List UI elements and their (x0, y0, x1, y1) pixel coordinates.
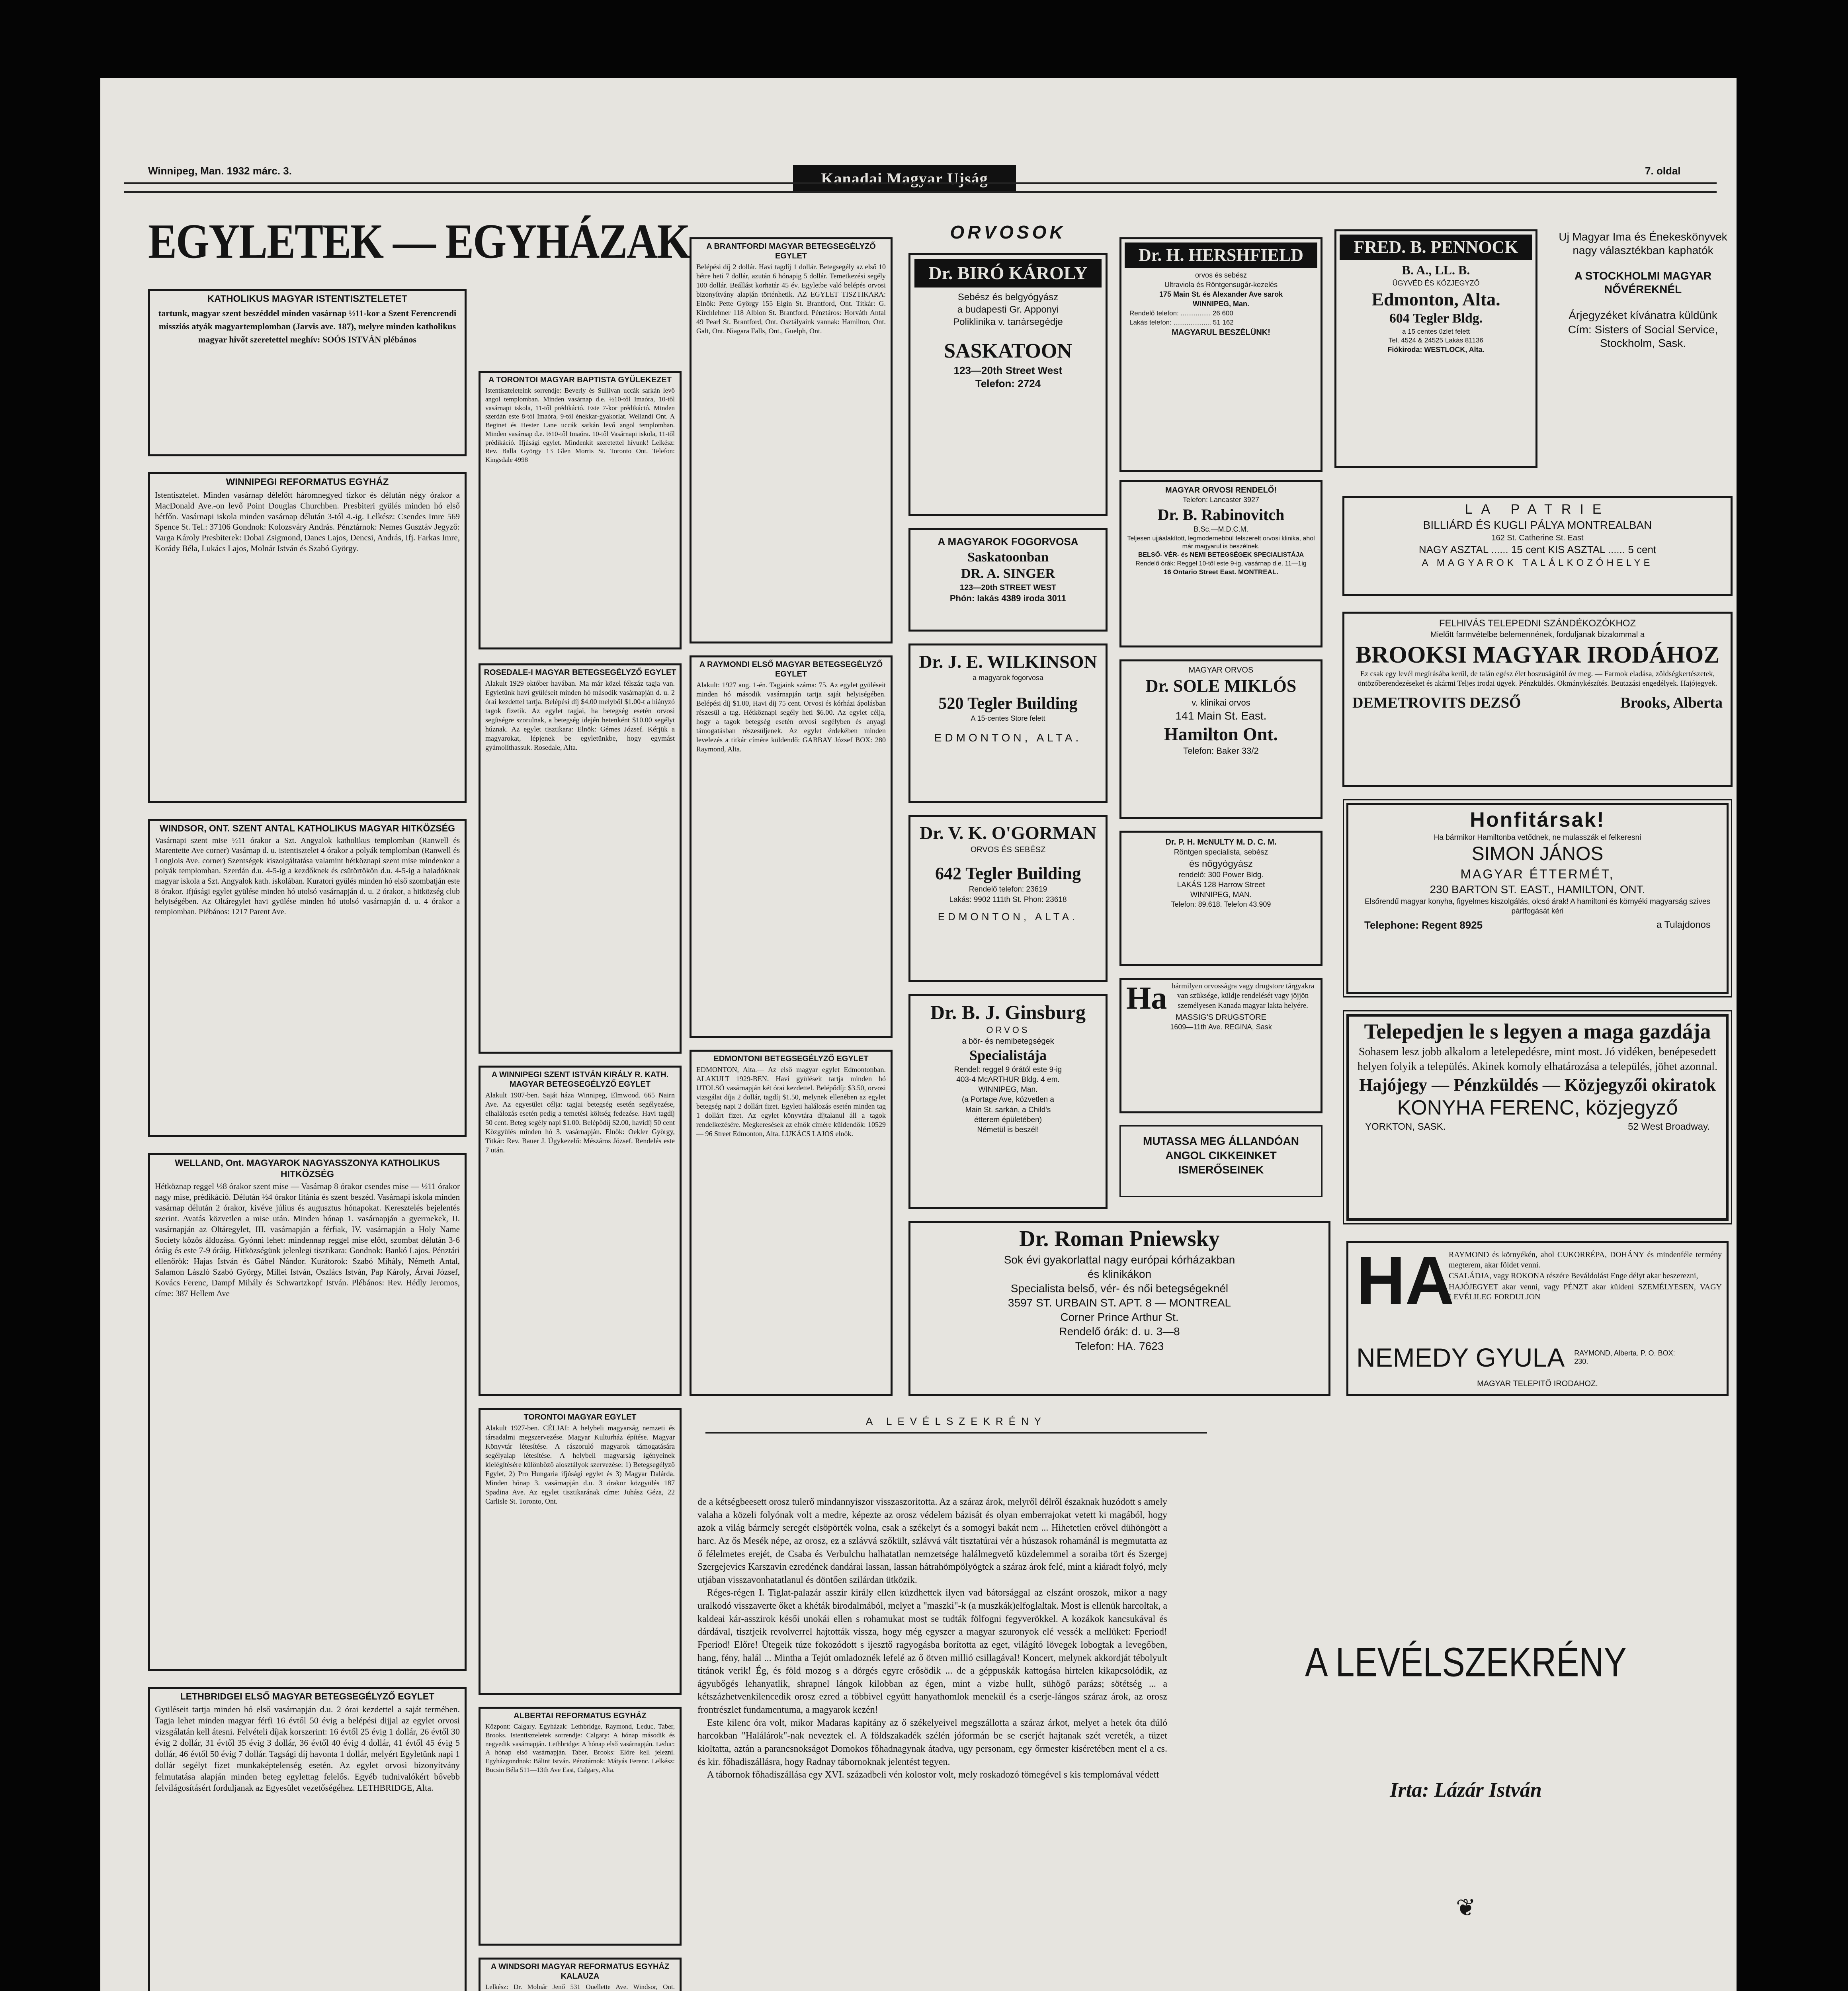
ad-phone: Rendelő telefon: ................ 26 600 (1129, 309, 1233, 317)
ad-simon (1346, 803, 1729, 994)
notice-box-11 (479, 1958, 682, 1991)
ad-line: A MAGYAROK TALÁLKOZÓHELYE (1422, 557, 1653, 568)
notice-box-6 (479, 371, 682, 649)
notice-box-13 (690, 655, 893, 1038)
ad-pennock (1334, 229, 1537, 468)
notice-title: WINDSOR, ONT. SZENT ANTAL KATHOLIKUS MAGYAR HITKÖZSÉG (160, 823, 455, 833)
ad-title: BROOKSI MAGYAR IRODÁHOZ (1355, 641, 1720, 668)
notice-box-10 (479, 1707, 682, 1946)
ad-dropcap: Ha (1126, 981, 1167, 1016)
ad-name: Dr. V. K. O'GORMAN (920, 823, 1096, 843)
ad-line: A STOCKHOLMI MAGYAR NŐVÉREKNÉL (1574, 270, 1712, 296)
ad-line: 3597 ST. URBAIN ST. APT. 8 — MONTREAL (1008, 1297, 1231, 1309)
ad-line: Specialista belső, vér- és női betegségeknél (1010, 1282, 1229, 1295)
ad-line: 403-4 McARTHUR Bldg. 4 em. (956, 1075, 1060, 1084)
ad-city: Brooks, Alberta (1620, 694, 1723, 712)
notice-body: Istentisztelet. Minden vasárnap délelőtt háromnegyed tizkor és délután négy órakor a MacDonald Ave.-on levő Point Douglas Churchben. Presbiteri gyülés minden hó első hétfőn. Vasárnapi iskola minden vasárnap délután 3-tól 4.-ig. Lelkész: Csendes Imre 569 Spence St. Tel.: 37106 Gondnok: Kolozsváry András. Pénztárnok: Nemes Gusztáv Jegyző: Varga Károly Presbiterek: Dobai Zsigmond, Dancs Lajos, Dencsi, András, Ifj. Farkas Imre, Korády Béla, Lukács Lajos, Molnár István és Szabó György. (155, 490, 460, 553)
ad-sub: B.Sc.—M.D.C.M. (1194, 525, 1248, 534)
notice-body: Alakult 1929 október havában. Ma már közel félszáz tagja van. Egyletünk havi gyüléseit minden hó második vasárnapján d. u. 2 órai kezdettel tartja. Belépési díj $4.00 melyből $1.00-t a hiányzó tagok fizetik. Az egylet tagjai, ha betegség esetén orvosi segítségre szorulnak, a betegség idején hetenként $10.00 segélyt húznak. Az egylet tisztikara: Elnök: Gémes József. Kérjük a magyarokat, lépjenek be egyletünkbe, hogy egymást gyámolíthassuk. Rosedale, Alta. (485, 679, 675, 752)
ad-title: Telepedjen le s legyen a maga gazdája (1364, 1019, 1711, 1043)
notice-body: Lelkész: Dr. Molnár Jenő 531 Ouellette Ave. Windsor, Ont. (485, 1983, 675, 1991)
ad-name: Dr. SOLE MIKLÓS (1145, 676, 1297, 696)
notice-title: WELLAND, Ont. MAGYAROK NAGYASSZONYA KATHOLIKUS HITKÖZSÉG (175, 1158, 440, 1179)
notice-body: EDMONTON, Alta.— Az első magyar egylet Edmontonban. ALAKULT 1929-BEN. Havi gyüléseit tartja minden hó UTOLSÓ vasárnapján két órai kezdettel. Belépődíj: $3.50, orvosi vizsgálat díja 2 dollár, tagdíj $1.50, melynek ellenében az egylet betegség napi 2 dollárt fizet. Egyleti halálozás esetén minden tag 1 dollárt fizet. Az egylet könyvtára díjtalanul áll a tagok rendelkezésére. Megkeresések az elnök címére küldendők: 10529 — 96 Street Edmonton, Alta. LUKÁCS LAJOS elnök. (696, 1066, 886, 1138)
ad-big: HA (1356, 1243, 1454, 1318)
ad-city: EDMONTON, ALTA. (934, 731, 1082, 744)
ad-sub: a magyarok fogorvosa (972, 673, 1044, 682)
ad-mcnulty (1119, 831, 1323, 966)
ad-sole (1119, 659, 1323, 819)
notice-body: Belépési díj 2 dollár. Havi tagdíj 1 dollár. Betegsegély az első 10 hétre heti 7 dollár, azután 6 hónapig 5 dollár. Temetkezési segély 100 dollár. Beállást korhatár 45 év. Egyletbe való belépés orvosi bizonyítvány alapján történhetik. AZ EGYLET TISZTIKARA: Elnök: Pette György 155 Elgin St. Brantford, Ont. Titkár: G. Kirchlehner 118 Albion St. Brantford. Pénztáros: Horváth Antal 49 Pearl St. Brantford, Ont. Osztályaink vannak: Hamilton, Ont. Galt, Ont. Niagara Falls, Ont., Guelph, Ont. (696, 263, 886, 335)
notice-body: Alakult: 1927 aug. 1-én. Tagjaink száma: 75. Az egylet gyüléseit minden hó második vasárnapján tartja saját helyiségében. Belépési díj $1.00, Havi díj 75 cent. Orvosi és kórházi ápolásban részesül a tag. Hétköznapi segély heti $6.00. Az egylet célja, hogy a tagok betegség esetén orvosi segélyben és anyagi támogatásban részesüljenek. Az egylet érdekében minden levelezés a titkár címére küldendő: GABBAY József BOX: 280 Raymond, Alta. (696, 681, 886, 753)
ad-line: BILLIÁRD ÉS KUGLI PÁLYA MONTREALBAN (1423, 519, 1652, 532)
ad-address: 123—20th Street West (953, 364, 1063, 376)
ad-line: orvos és sebész (1195, 271, 1247, 280)
ad-line: Teljesen ujjáalakított, legmodernebbül felszerelt orvosi klinika, ahol már magyarul is beszélnek. (1127, 535, 1315, 550)
ad-line: Sebész és belgyógyász (957, 291, 1059, 303)
notice-box-8 (479, 1066, 682, 1396)
ad-bldg: 604 Tegler Bldg. (1389, 311, 1483, 326)
article-paragraph: A tábornok főhadiszállása egy XVI. századbeli vén kolostor volt, mely roskadozó tömegével s kis templomával védett (707, 1770, 1159, 1780)
ad-pniewsky (908, 1221, 1330, 1396)
notice-title: A WINNIPEGI SZENT ISTVÁN KIRÁLY R. KATH. MAGYAR BETEGSEGÉLYZŐ EGYLET (491, 1070, 669, 1089)
ad-name: Dr. B. J. Ginsburg (930, 1001, 1086, 1023)
ad-line: Rendel: reggel 9 órától este 9-ig (954, 1065, 1062, 1074)
ad-line: RAYMOND és környékén, ahol CUKORRÉPA, DOHÁNY és mindenféle termény megterem, akar földet venni. (1449, 1250, 1722, 1269)
ad-konyha (1346, 1014, 1729, 1221)
ad-address: 230 BARTON ST. EAST., HAMILTON, ONT. (1430, 883, 1645, 896)
ad-line: ANGOL CIKKEINKET (1165, 1149, 1277, 1162)
notice-title: WINNIPEGI REFORMATUS EGYHÁZ (226, 477, 389, 487)
ad-line: Telefon: HA. 7623 (1075, 1340, 1164, 1352)
ad-line: Uj Magyar Ima és Énekeskönyvek nagy választékban kaphatók (1559, 231, 1727, 257)
ad-title: LA PATRIE (1465, 502, 1610, 517)
ad-sub: v. klinikai orvos (1192, 697, 1250, 708)
ad-name: FRED. B. PENNOCK (1340, 235, 1532, 260)
notice-box-4 (148, 1153, 467, 1671)
ad-building: 520 Tegler Building (938, 694, 1078, 713)
ad-line: NAGY ASZTAL ...... 15 cent KIS ASZTAL ...... 5 cent (1418, 544, 1657, 556)
ad-name: Dr. J. E. WILKINSON (919, 651, 1097, 672)
ad-top: MAGYAR ORVOSI RENDELŐ! (1165, 486, 1277, 495)
ad-foot: MAGYAR TELEPITŐ IRODAHOZ. (1477, 1379, 1598, 1388)
dateline: Winnipeg, Man. 1932 márc. 3. (148, 165, 292, 177)
ad-patrie (1342, 496, 1733, 596)
notice-title: LETHBRIDGEI ELSŐ MAGYAR BETEGSEGÉLYZŐ EGYLET (180, 1691, 435, 1702)
ad-sub: B. A., LL. B. (1402, 263, 1470, 278)
ad-line: HAJÓJEGYET akar venni, vagy PÉNZT akar küldeni SZEMÉLYESEN, VAGY LEVÉLILEG FORDULJON (1449, 1282, 1722, 1302)
ad-mutassa (1119, 1125, 1323, 1197)
ad-line: és klinikákon (1087, 1267, 1152, 1280)
notice-box-1 (148, 289, 467, 456)
notice-box-3 (148, 819, 467, 1137)
ad-nemedy (1346, 1241, 1729, 1396)
section-title: EGYLETEK — EGYHÁZAK (148, 214, 690, 269)
article-paragraph: de a kétségbeesett orosz tulerő mindannyiszor visszaszoritotta. Az a száraz árok, melyről délről északnak huzódott s amely valaha a közeli folyónak volt a medre, képezte az orosz védelem bázisát és olyan emberrajokat vetett ki magából, hogy azok a világ bármely seregét elsöpörték volna, csak a székelyt és a somogyi bakát nem ... Hihetetlen erővel dühöngött a harc. Az ős Mesék népe, az orosz, ez a szlávvá szőkült, szlávvá vált tisztatúrai vér a húszasok rohamánál is megmutatta az ő félelmetes erejét, de Csaba és Verbulchu halhatatlan nemzetsége halálmegvető küzdelemmel a soraiba tört és Szergej Szergejevics Karszavin ezredének dandárai lassan, lassan hátrahömpölyögtek a száraz árok felé, mint a kiáradt folyó, mely utjában visszavonhatatlanul és döntően szilárdan ütközik. (697, 1497, 1167, 1585)
ad-massig (1119, 978, 1323, 1113)
article-paragraph: Este kilenc óra volt, mikor Madaras kapitány az ő székelyeivel megszállotta a száraz árkot, melyet a hetek óta dúló harcokban "Halálárok"-nak neveztek el. A földszakadék szélén jóformán be se cserjét hajtanak szét vereték, a tüzet kioltatta, aztán a parancsnokságot Domokos főhadnagynak átadva, ugy personam, egy őrmester kiséretében ment el a cs. és kir. főhadiszállásra, hogy Radnay tábornoknak jelentést tegyen. (697, 1717, 1167, 1767)
ad-hershfield (1119, 237, 1323, 472)
ad-name: Dr. B. Rabinovitch (1157, 506, 1285, 524)
notice-title: EDMONTONI BETEGSEGÉLYZŐ EGYLET (713, 1054, 869, 1063)
notice-title: A TORONTOI MAGYAR BAPTISTA GYÜLEKEZET (488, 376, 672, 384)
ad-city: Hamilton Ont. (1164, 724, 1278, 744)
notice-box-14 (690, 1050, 893, 1396)
ad-line: étterem épületében) (974, 1115, 1042, 1124)
ad-line: Ultraviola és Röntgensugár-kezelés (1164, 281, 1278, 289)
ad-title: Honfitársak! (1470, 808, 1605, 831)
ad-line: WINNIPEG, MAN. (1190, 891, 1252, 900)
ad-name: Dr. P. H. McNULTY M. D. C. M. (1165, 838, 1277, 847)
ad-line: FELHIVÁS TELEPEDNI SZÁNDÉKOZÓKHOZ (1439, 618, 1636, 629)
ad-sub: ORVOS (986, 1025, 1030, 1035)
ad-name: KONYHA FERENC, közjegyző (1397, 1096, 1678, 1119)
notice-title: A BRANTFORDI MAGYAR BETEGSEGÉLYZŐ EGYLET (706, 242, 876, 260)
ad-line: ISMERŐSEINEK (1178, 1164, 1264, 1176)
masthead: Kanadai Magyar Ujság (793, 165, 1016, 193)
ad-line: MUTASSA MEG ÁLLANDÓAN (1143, 1135, 1299, 1147)
ad-nover (1549, 229, 1737, 468)
ad-name: NEMEDY GYULA (1356, 1343, 1565, 1372)
ad-phone: Lakás telefon: .................... 51 162 (1129, 318, 1234, 326)
notice-body: Alakult 1927-ben. CÉLJAI: A helybeli magyarság nemzeti és társadalmi megszervezése. Magyar Kulturház építése. Magyar Könyvtár létesítése. A rászoruló magyarok támogatására segélyalap létesítése. A helybeli magyarság igényeinek kielégítésére különböző alosztályok szervezése: 1) Betegsegélyző Egylet, 2) Pro Hungaria ifjúsági egylet és 3) Magyar Dalárda. Minden hónap 3. vasárnapján d.u. 3 órakor közgyülés 187 Spadina Ave. Az egylet tisztikarának címe: Juhász Géza, 22 Carlisle St. Toronto, Ont. (485, 1424, 675, 1506)
notice-body: Istentiszteleteink sorrendje: Beverly és Sullivan uccák sarkán levő angol templomban. Minden vasárnap d.e. ½10-től Imaóra, 10-től vasárnapi iskola, 11-től prédikáció. Este 7-kor prédikáció. Minden szerdán este 8-tól Imaóra, 9-től énekkar-gyakorlat. Wellandi Ont. A Beginet és Hester Lane uccák sarkán levő angol templomban. Minden vasárnap d.e. ½10-től Imaóra. 10-től Vasárnapi iskola, 11-től prédikáció. Ifjúsági egylet. Mindenkit szeretettel hívunk! Lelkész: Rev. Balla György 13 Glen Morris St. Toronto Ont. Telefon: Kingsdale 4998 (485, 387, 675, 464)
notice-body: Alakult 1907-ben. Saját háza Winnipeg, Elmwood. 665 Nairn Ave. Az egyesület célja: tagjai betegség esetén segélyezése, elhalálozás esetén pedig a temetési költség fedezése. Havi tagdíj 50 cent. Beteg segély napi $1.00. Belépődíj $2.00, havidíj 50 cent Közgyülés minden hó 3. vasárnapján. Elnök: Oekler György, Titkár: Rev. Bauer J. Ügykezelő: Mészáros József. Rendelés este 7 után. (485, 1091, 675, 1154)
ornament-icon: ❦ (1455, 1895, 1476, 1921)
ad-body: Elsőrendű magyar konyha, figyelmes kiszolgálás, olcsó árak! A hamiltoni és környéki magyarság szives pártfogását kéri (1364, 898, 1711, 915)
ad-line: a budapesti Gr. Apponyi (957, 304, 1059, 315)
ad-line: (a Portage Ave, közvetlen a (961, 1095, 1055, 1104)
notice-title: ROSEDALE-I MAGYAR BETEGSEGÉLYZŐ EGYLET (484, 668, 676, 677)
ad-line: WINNIPEG, Man. (1192, 300, 1249, 308)
ad-brooks (1342, 612, 1733, 787)
notice-box-9 (479, 1408, 682, 1695)
ad-phone: Telefon: 89.618. Telefon 43.909 (1171, 900, 1271, 909)
notice-title: A RAYMONDI ELSŐ MAGYAR BETEGSEGÉLYZŐ EGYLET (699, 660, 883, 679)
ad-top: MAGYAR ORVOS (1188, 666, 1254, 675)
orvosok-heading: ORVOSOK (950, 222, 1066, 243)
notice-box-12 (690, 237, 893, 643)
notice-title: TORONTOI MAGYAR EGYLET (524, 1413, 637, 1422)
ad-biro (908, 253, 1108, 516)
notice-title: A WINDSORI MAGYAR REFORMATUS EGYHÁZ KALAUZA (490, 1962, 670, 1981)
notice-title: KATHOLIKUS MAGYAR ISTENTISZTELETET (207, 293, 408, 304)
ad-sub: ORVOS ÉS SEBÉSZ (970, 845, 1046, 854)
ad-note: a 15 centes üzlet felett (1402, 327, 1470, 335)
notice-body: Központ: Calgary. Egyházak: Lethbridge, Raymond, Leduc, Taber, Brooks. Istentiszteletek sorrendje: Calgary: A hónap második és negyedik vasárnapján. Lethbridge: A hónap első vasárnapján. Leduc: A hónap első vasárnapján. Taber, Brooks: Előre kell jelezni. Egyházgondnok: Bálint István. Pénztárnok: Mátyás Ferenc. Lelkész: Bucsin Béla 511—13th Ave East, Calgary, Alta. (485, 1723, 675, 1774)
ad-line: Sok évi gyakorlattal nagy európai kórházakban (1004, 1253, 1235, 1266)
ad-name: Dr. Roman Pniewsky (1019, 1226, 1220, 1251)
ad-phone: Telefon: 2724 (975, 377, 1041, 390)
ad-line: Németül is beszél! (977, 1125, 1039, 1134)
ad-phone: Telefon: Baker 33/2 (1183, 746, 1259, 756)
ad-ogorman (908, 815, 1108, 982)
ad-hours: Rendelő telefon: 23619 (969, 885, 1047, 894)
ad-city: Saskatoonban (967, 550, 1049, 565)
ad-line: CSALÁDJA, vagy ROKONA részére Beváldolást Enge délyt akar beszerezni, (1449, 1271, 1698, 1281)
ad-owner: a Tulajdonos (1656, 919, 1711, 930)
ad-line: Cím: Sisters of Social Service, Stockholm, Sask. (1568, 323, 1718, 349)
ad-line: LAKÁS 128 Harrow Street (1177, 881, 1265, 889)
article-paragraph: Réges-régen I. Tiglat-palazár asszir király ellen küzdhettek ilyen vad bátorsággal az elszánt oroszok, mikor a nagy uralkodó visszaverte őket a khéták birodalmából, melyet a "maszki"-k (a muszkák)elfoglaltak. Most is ellenük harcoltak, a kaldeai kár-asszirok késői unokái ellen s rohamukat most se tudták fölfogni fegyverökkel. A kozákok kancsukával és dárdával, tisztjeik revolverrel hajtották vissza, hogy még egyszer a magyar szuronyok elé vessék a mellüket: Fperiod! Fperiod! Előre! Ütegeik túze fokozódott s ijesztő ragyogásba borította az eget, világító lövegek lobogtak a levegőben, hang, fény, halál ... Mintha a Tejút omladoznék lefelé az ő ötven millió csillagával! Koncert, melynek akkordját tébolyult titánok verik! Ég, és föld mozog s a dörgés egyre erősödik ... de a géppuskák kattogása hirtelen kikapcsolódik, az ágyubőgés lehanyatlik, shrapnel lángok kilobban az égen, mint a vizbe hullt, sühögő parázs; sötétség ... a kétszázhetvenkilencedik orosz ezred a többivel együtt hanyathomlok menekül és a cserje-lángos száraz árok, az orosz frontrészlet fundamentuma, a magyarok kezén! (697, 1588, 1167, 1715)
ad-title: A MAGYAROK FOGORVOSA (938, 536, 1078, 548)
ad-line: Poliklinika v. tanársegédje (953, 317, 1063, 328)
ad-singer (908, 528, 1108, 632)
ad-line: Hajójegy — Pénzküldés — Közjegyzői okiratok (1359, 1075, 1716, 1095)
ad-home: Lakás: 9902 111th St. Phon: 23618 (949, 895, 1067, 904)
ad-address: 123—20th STREET WEST (959, 583, 1057, 592)
ad-city: YORKTON, SASK. (1365, 1121, 1446, 1132)
ad-name: Dr. H. HERSHFIELD (1125, 243, 1317, 268)
ad-line: Rendelő órák: Reggel 10-től este 9-ig, vasárnap d.e. 11—1ig (1135, 560, 1307, 567)
cover-title: A LEVÉLSZEKRÉNY (1305, 1639, 1627, 1686)
ad-line: Árjegyzéket kívánatra küldünk (1569, 309, 1717, 321)
notice-body: Vasárnapi szent mise ½11 órakor a Szt. Angyalok katholikus templomban (Ranwell és Marentette Ave corner) Vasárnap d. u. istentisztelet 4 órakor a polyák templomban (Ranwell és Longlois Ave. corner) Szentségek kiszolgáltatása valamint hétköznapi szent mise mindenkor a polyák templomban. Szerdán d.u. 4-5-ig a kezdőknek és csütörtökön d.u. 4-5-ig a haladóknak magyar iskola a Szt. Angyalok kath. iskolában. Kuratori gyülés minden hó első szombatján este 8 órakor. Ifjúsági egylet gyülése minden hó utolsó vasárnapján d. u. 2 órakor, a hitközség club helyiségében. Az Oltáregylet havi gyülése minden hó utolsó vasárnapján d. u. 4 órakor a templomban. Plébános: 1217 Parent Ave. (155, 836, 460, 916)
article-rule (705, 1432, 1207, 1434)
ad-wilkinson (908, 643, 1108, 803)
ad-line: BELSŐ- VÉR- és NEMI BETEGSÉGEK SPECIALISTÁJA (1138, 552, 1304, 559)
ad-name: DEMETROVITS DEZSŐ (1352, 694, 1521, 712)
ad-ginsburg (908, 994, 1108, 1209)
notice-box-7 (479, 663, 682, 1054)
ad-addr: RAYMOND, Alberta. P. O. BOX: 230. (1574, 1349, 1675, 1365)
ad-city: Edmonton, Alta. (1371, 289, 1500, 309)
ad-line: Ha bármikor Hamiltonba vetődnek, ne mulasszák el felkeresni (1434, 833, 1641, 842)
ad-name: Dr. BIRÓ KÁROLY (914, 259, 1102, 288)
ad-line: Rendelő órák: d. u. 3—8 (1059, 1325, 1180, 1338)
ad-line: 1609—11th Ave. REGINA, Sask (1170, 1023, 1272, 1031)
ad-line: rendelő: 300 Power Bldg. (1178, 870, 1264, 879)
ad-line: Mielőtt farmvételbe belemennének, forduljanak bizalommal a (1430, 630, 1645, 640)
header-rule (124, 182, 1717, 193)
ad-phone: Telephone: Regent 8925 (1364, 919, 1483, 931)
ad-building: 642 Tegler Building (935, 863, 1081, 883)
ad-sub: MAGYAR ÉTTERMÉT, (1460, 867, 1615, 882)
ad-note: MAGYARUL BESZÉLÜNK! (1172, 328, 1270, 337)
ad-phone: Phón: lakás 4389 iroda 3011 (949, 593, 1067, 603)
ad-line: Röntgen specialista, sebész (1174, 848, 1268, 857)
notice-body: tartunk, magyar szent beszéddel minden vasárnap ½11-kor a Szent Ferencrendi missziós atyák magyartemplomban (Jarvis ave. 187), melyre minden katholikus magyar hivőt szeretettel meghív: SOÓS ISTVÁN plébános (158, 308, 457, 344)
ad-line: 162 St. Catherine St. East (1491, 533, 1584, 542)
ad-name: SIMON JÁNOS (1471, 843, 1604, 865)
ad-body: Ez csak egy levél megírásába kerül, de talán egész élet boszuságától óv meg. — Farmok eladása, zöldségkertészetek, öntözőberendezéseket és akármi Teljes irodai ügyek. Pénzküldés. Okmánykészítés. Beutazási engedélyek. Hajójegyek. (1358, 669, 1717, 688)
page-label: 7. oldal (1645, 165, 1681, 177)
ad-note: A 15-centes Store felett (971, 714, 1045, 722)
ad-spec: Specialistája (969, 1047, 1047, 1064)
article-heading: A LEVÉLSZEKRÉNY (865, 1415, 1047, 1427)
ad-branch: Fiókiroda: WESTLOCK, Alta. (1387, 345, 1485, 354)
ad-line: bármilyen orvosságra vagy drugstore tárgyakra van szüksége, küldje rendelését vagy jöjjön személyesen Kanada magyar lakta helyére. (1171, 982, 1315, 1010)
ad-body: Sohasem lesz jobb alkalom a letelepedésre, mint most. Jó vidéken, benépesedett helyen folyik a település. Akinek komoly elhatározása a település, jöhet azonnal. (1357, 1046, 1718, 1073)
article-body (697, 1496, 1167, 1782)
ad-line: ÜGYVÉD ÉS KÖZJEGYZŐ (1392, 279, 1480, 287)
ad-phone: Tel. 4524 & 24525 Lakás 81136 (1389, 336, 1483, 344)
notice-body: Hétköznap reggel ½8 órakor szent mise — Vasárnap 8 órakor csendes mise — ½11 órakor nagy mise, prédikáció. Délután ½4 órakor litánia és szent beszéd. Vasárnapi iskola minden vasárnap délután 2 órakor, kivéve július és augusztus hónapokat. Keresztelés bejelentés szerint. Avatás közvetlen a mise után. Minden hónap 1. vasárnapján a gyermekek, II. vasárnapján az Oltáregylet, III. vasárnapján a férfiak, IV. vasárnapján a Holy Name Society közös áldozása. Gyónni lehet: mindennap reggel mise előtt, szombat délután 3-6 óráig és este 7-9 óráig. Hitközségünk jelenlegi tisztikara: Gondnok: Bankó Lajos. Pénztári ellenőrök: Hajas István és Gábel Nándor. Kurátorok: Szabó Mihály, Németh Antal, Salamon László Szabó György, Millei István, Oszlács István, Pap Károly, Árvai József, Kovács Ferenc, Dampf Mihály és Schwartzkopf István. Plébános: Rev. Hédly Jeromos, címe: 387 Hellem Ave (155, 1181, 460, 1298)
ad-city: SASKATOON (944, 340, 1072, 363)
ad-line: a bőr- és nemibetegségek (962, 1037, 1054, 1046)
ad-line: 16 Ontario Street East. MONTREAL. (1163, 568, 1279, 576)
cover-author: Irta: Lázár István (1390, 1779, 1542, 1801)
newspaper-page (100, 78, 1737, 1991)
ad-line: MASSIG'S DRUGSTORE (1176, 1013, 1266, 1022)
notice-box-5 (148, 1687, 467, 1991)
ad-line: Main St. sarkán, a Child's (965, 1105, 1051, 1114)
notice-body: Gyüléseit tartja minden hó első vasárnapján d.u. 2 órai kezdettel a saját termében. Tagja lehet minden magyar férfi 16 évtől 50 évig a belépési dijjal az egylet orvosi vizsgálatán kell átesni. Felvételi díjak korszerint: 16 évtől 25 évig 1 dollár, 26 évtől 30 évig 2 dollár, 31 évtől 35 évig 3 dollár, 36 évtől 40 évig 4 dollár, 41 évtől 45 évig 5 dollár, 46 évtől 50 évig 7 dollár. Tagsági díj havonta 1 dollár, melyért Egyletünk napi 1 dollár segélyt fizet munkaképtelenség esetén. Az egylet orvosi bizonyítvány felmutatása alapján minden beteg egylettag felelős. Egyéb tudnivalókért bővebb felvilágosításért forduljanak az Egyesület vezetőségéhez. LETHBRIDGE, Alta. (155, 1704, 460, 1793)
notice-title: ALBERTAI REFORMATUS EGYHÁZ (514, 1711, 647, 1720)
ad-name: DR. A. SINGER (961, 566, 1055, 581)
ad-rabinovitch (1119, 480, 1323, 647)
ad-address: 141 Main St. East. (1175, 709, 1267, 722)
ad-line: WINNIPEG, Man. (978, 1085, 1038, 1094)
ad-line: 175 Main St. és Alexander Ave sarok (1159, 290, 1283, 299)
notice-box-2 (148, 472, 467, 803)
ad-line: Corner Prince Arthur St. (1060, 1311, 1179, 1324)
ad-line: és nőgyógyász (1189, 858, 1253, 869)
ad-city: EDMONTON, ALTA. (938, 910, 1078, 923)
ad-address: 52 West Broadway. (1628, 1121, 1710, 1132)
ad-phone: Telefon: Lancaster 3927 (1182, 496, 1260, 504)
